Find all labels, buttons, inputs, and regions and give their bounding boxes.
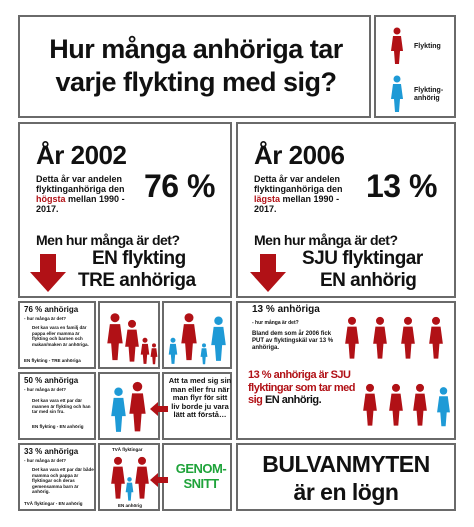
average-label: GENOM-SNITT [175, 461, 227, 491]
row-50-note-panel [162, 372, 232, 440]
year-heading: År 2002 [36, 140, 127, 170]
row-body: Det kan vara ett par där både mamma och pappa är flyktingar och deras gemensamma barn är anhörig. [32, 467, 94, 494]
page-title: Hur många anhöriga tar varje flykting med sig? [49, 34, 343, 97]
row-title: 50 % anhöriga [24, 376, 79, 385]
relative-legend-label: Flykting-anhörig [414, 87, 444, 102]
year-heading: År 2006 [254, 140, 345, 170]
year-description: Detta år var andelen flyktinganhöriga den högsta mellan 1990 - 2017. [36, 174, 125, 214]
panel-red-text: 13 % anhöriga är SJU flyktingar som tar med sig EN anhörig. [248, 369, 355, 406]
answer-line-2: TRE anhöriga [78, 270, 196, 291]
relative-child-icon [168, 337, 178, 365]
question-text: Men hur många är det? [36, 232, 180, 248]
row-subtitle: - hur många är det? [24, 387, 67, 392]
myth-line-1: BULVANMYTEN [262, 451, 430, 477]
refugee-figure-icon [388, 379, 404, 431]
row-76-figures-mixed [162, 301, 232, 369]
percent-value: 13 % [366, 168, 437, 204]
refugee-figure-icon [344, 313, 360, 363]
refugee-figure-icon [412, 379, 428, 431]
row-33-average-panel [162, 443, 232, 511]
myth-panel [236, 443, 456, 511]
legend-panel [374, 15, 456, 118]
row-foot: EN flykting - TRE anhöriga [24, 358, 81, 363]
answer-line-2: EN anhörig [320, 270, 417, 291]
row-subtitle: - hur många är det? [24, 458, 67, 463]
relative-figure-icon [210, 313, 227, 365]
refugee-figure-icon [428, 313, 444, 363]
relative-child-icon [200, 343, 208, 365]
figure-top-label: TVÅ flyktingar [112, 447, 143, 452]
row-76-figures-red [98, 301, 160, 369]
year-description: Detta år var andelen flyktinganhöriga den lägsta mellan 1990 - 2017. [254, 174, 343, 214]
relative-legend-icon [390, 75, 404, 113]
myth-line-2: är en lögn [293, 479, 399, 505]
refugee-legend-label: Flykting [414, 43, 441, 50]
row-foot: EN flykting - EN anhörig [32, 424, 84, 429]
left-arrow-icon [150, 473, 168, 487]
row-title: 33 % anhöriga [24, 447, 79, 456]
refugee-figure-icon [128, 378, 147, 436]
refugee-figure-icon [180, 309, 198, 365]
panel-body: Bland dem som år 2006 fick PUT av flyktingskäl var 13 % anhöriga. [252, 331, 334, 351]
panel-title: 13 % anhöriga [252, 304, 320, 315]
relative-figure-icon [436, 383, 451, 431]
row-50-text-panel [18, 372, 96, 440]
answer-line-1: SJU flyktingar [302, 248, 423, 269]
right-13-panel [236, 301, 456, 440]
refugee-figure-icon [134, 454, 150, 502]
down-arrow-icon [28, 254, 68, 292]
row-title: 76 % anhöriga [24, 305, 79, 314]
refugee-child-icon [140, 337, 150, 365]
refugee-legend-icon [390, 27, 404, 65]
down-arrow-icon [248, 254, 288, 292]
relative-child-icon [125, 476, 134, 502]
question-text: Men hur många är det? [254, 232, 398, 248]
relative-figure-icon [110, 384, 127, 436]
row-76-text-panel [18, 301, 96, 369]
refugee-figure-icon [106, 309, 124, 365]
refugee-figure-icon [400, 313, 416, 363]
refugee-figure-icon [124, 317, 140, 365]
percent-value: 76 % [144, 168, 215, 204]
refugee-figure-icon [110, 454, 126, 502]
row-body: Det kan vara en familj där pappa eller mamma är flykting och barnen och makan/maken är anhöriga. [32, 325, 89, 347]
row-body: Det kan vara ett par där mannen är flykting och han tar med sin fru. [32, 398, 91, 414]
answer-line-1: EN flykting [92, 248, 186, 269]
title-panel [18, 15, 371, 118]
row-subtitle: - hur många är det? [24, 316, 67, 321]
figure-bottom-label: EN anhörig [118, 503, 143, 508]
refugee-figure-icon [372, 313, 388, 363]
row-33-text-panel [18, 443, 96, 511]
row-foot: TVÅ flyktingar - EN anhörig [24, 501, 83, 506]
left-arrow-icon [150, 402, 168, 416]
row-note: Att ta med sig sin man eller fru när man flyr för sitt liv borde ju vara lätt att förstå… [168, 376, 232, 419]
panel-subtitle: - hur många är det? [252, 320, 299, 326]
refugee-child-icon [150, 343, 158, 365]
year-2006-panel [236, 122, 456, 298]
year-2002-panel [18, 122, 232, 298]
refugee-figure-icon [362, 379, 378, 431]
